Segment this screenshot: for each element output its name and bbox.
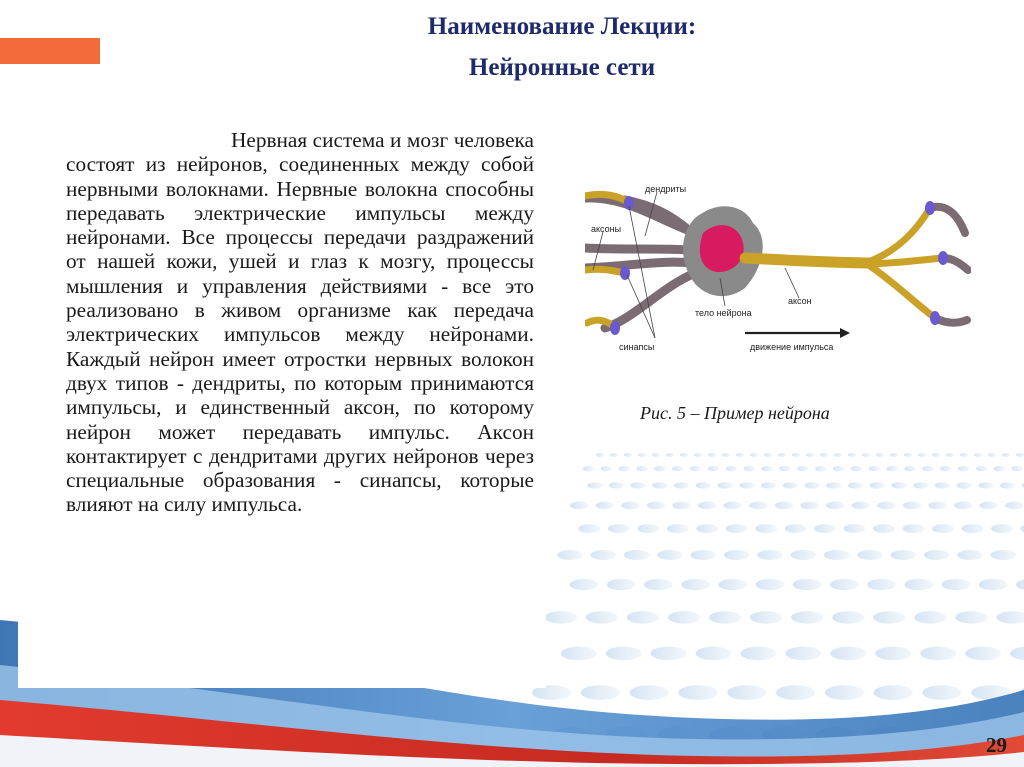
dot: [996, 611, 1024, 623]
dot: [1016, 579, 1024, 590]
dot: [606, 647, 642, 661]
dot: [681, 579, 710, 590]
dot: [830, 647, 866, 661]
dot: [874, 685, 913, 700]
dot: [920, 647, 956, 661]
dot: [587, 482, 602, 488]
dot: [596, 502, 614, 510]
dot: [903, 502, 921, 510]
dot: [960, 453, 968, 457]
dot: [1020, 524, 1024, 533]
dot: [557, 550, 582, 560]
left-axon-terminal-2: [585, 269, 625, 273]
dot: [736, 453, 744, 457]
dot: [862, 453, 870, 457]
label-axons: аксоны: [591, 224, 622, 234]
dot: [739, 482, 754, 488]
dot: [722, 453, 730, 457]
synapse-5: [938, 251, 948, 265]
dot: [876, 453, 884, 457]
label-cell-body: тело нейрона: [695, 308, 752, 318]
dot: [913, 482, 928, 488]
dot: [724, 550, 749, 560]
dot: [957, 482, 972, 488]
dot: [651, 647, 687, 661]
dot: [727, 685, 766, 700]
lecture-title: Наименование Лекции:: [427, 13, 697, 40]
dot: [793, 579, 822, 590]
dot: [607, 579, 636, 590]
dot: [791, 550, 816, 560]
dot: [570, 502, 588, 510]
dot: [690, 466, 701, 471]
dot: [761, 466, 772, 471]
dot: [942, 579, 971, 590]
label-dendrites: дендриты: [645, 184, 687, 194]
dot: [870, 482, 885, 488]
dot: [657, 550, 682, 560]
dot: [806, 453, 814, 457]
dot: [962, 524, 984, 533]
dot: [785, 647, 821, 661]
dot: [608, 524, 630, 533]
dot: [903, 524, 925, 533]
dot: [691, 550, 716, 560]
dot: [826, 482, 841, 488]
dot: [783, 482, 798, 488]
dot: [581, 685, 620, 700]
dot: [672, 502, 690, 510]
dot: [830, 579, 859, 590]
dot: [601, 466, 612, 471]
dot: [869, 466, 880, 471]
dot: [644, 579, 673, 590]
dot: [545, 611, 577, 623]
dot: [578, 524, 600, 533]
dot: [741, 647, 777, 661]
dot: [978, 482, 993, 488]
dot: [848, 453, 856, 457]
dot: [797, 466, 808, 471]
dot: [914, 611, 946, 623]
dot: [775, 502, 793, 510]
dot: [708, 466, 719, 471]
dot: [726, 466, 737, 471]
dot: [624, 550, 649, 560]
dot: [696, 482, 711, 488]
dot: [904, 466, 915, 471]
dot: [965, 647, 1001, 661]
pointer-synapse-2: [627, 275, 655, 338]
synapse-4: [925, 201, 935, 215]
dot: [678, 685, 717, 700]
neuron-illustration: [585, 178, 971, 364]
label-synapses: синапсы: [619, 342, 655, 352]
dot: [955, 611, 987, 623]
dot: [636, 466, 647, 471]
dot: [932, 524, 954, 533]
main-axon: [745, 258, 875, 263]
dot: [749, 502, 767, 510]
dot: [904, 579, 933, 590]
dot: [833, 466, 844, 471]
dot: [825, 685, 864, 700]
dot: [940, 466, 951, 471]
pointer-axon: [785, 268, 799, 298]
label-axon: аксон: [788, 296, 812, 306]
figure-caption: Рис. 5 – Пример нейрона: [640, 403, 830, 423]
dot: [586, 611, 618, 623]
dot: [848, 482, 863, 488]
dot: [631, 482, 646, 488]
dot: [726, 524, 748, 533]
dot: [652, 482, 667, 488]
dot: [756, 579, 785, 590]
dot: [1012, 466, 1023, 471]
dot: [621, 502, 639, 510]
dot: [957, 550, 982, 560]
dot: [627, 611, 659, 623]
dot: [561, 647, 597, 661]
dot: [630, 685, 669, 700]
dot: [954, 502, 972, 510]
dot: [991, 524, 1013, 533]
dot: [904, 453, 912, 457]
dot: [750, 611, 782, 623]
dot: [877, 502, 895, 510]
dot: [922, 685, 961, 700]
dot: [724, 502, 742, 510]
dot: [750, 453, 758, 457]
dot: [778, 453, 786, 457]
dot: [857, 550, 882, 560]
dot: [785, 524, 807, 533]
dot: [624, 453, 632, 457]
dot: [873, 524, 895, 533]
dot: [958, 466, 969, 471]
dot: [815, 466, 826, 471]
dot: [764, 453, 772, 457]
dot: [667, 524, 689, 533]
dot: [976, 466, 987, 471]
dot: [800, 502, 818, 510]
dot: [647, 502, 665, 510]
dot: [652, 453, 660, 457]
dot: [873, 611, 905, 623]
dot: [718, 482, 733, 488]
dot: [928, 502, 946, 510]
dot: [666, 453, 674, 457]
dendrite-5: [605, 273, 695, 328]
dot: [1005, 502, 1023, 510]
dot: [761, 482, 776, 488]
dot: [891, 550, 916, 560]
dot: [755, 524, 777, 533]
dot: [988, 453, 996, 457]
neuron-figure: [585, 178, 971, 364]
axon-branch-1: [865, 208, 930, 263]
dot: [1016, 453, 1024, 457]
dot: [834, 453, 842, 457]
page-number: 29: [986, 733, 1007, 757]
dot: [708, 453, 716, 457]
dot: [591, 550, 616, 560]
dot: [1002, 453, 1010, 457]
dot: [852, 502, 870, 510]
dot: [851, 466, 862, 471]
dot: [918, 453, 926, 457]
dot: [826, 502, 844, 510]
dot: [1000, 482, 1015, 488]
dot: [791, 611, 823, 623]
dot: [922, 466, 933, 471]
dot: [596, 453, 604, 457]
dot: [694, 453, 702, 457]
dot: [844, 524, 866, 533]
synapse-6: [930, 311, 940, 325]
dot: [744, 466, 755, 471]
dot: [1010, 647, 1024, 661]
dot: [875, 647, 911, 661]
dot: [709, 611, 741, 623]
axon-branch-3: [870, 266, 935, 318]
dot: [654, 466, 665, 471]
dot: [638, 453, 646, 457]
dot: [832, 611, 864, 623]
dot: [696, 524, 718, 533]
dot: [637, 524, 659, 533]
dot: [974, 453, 982, 457]
dot: [718, 579, 747, 590]
dot: [946, 453, 954, 457]
dot: [570, 579, 599, 590]
dot: [779, 466, 790, 471]
dot: [935, 482, 950, 488]
dot: [979, 579, 1008, 590]
dot: [792, 453, 800, 457]
dot: [609, 482, 624, 488]
dot: [991, 550, 1016, 560]
synapse-3: [610, 321, 620, 335]
dot: [824, 550, 849, 560]
dot: [814, 524, 836, 533]
body-paragraph: Нервная система и мозг человека состоят из нейронов, соединенных между собой нервными волокнами. Нервные волокна способны передавать электрические импульсы между нейронами. Все процессы передачи раздражений от нашей кожи, ушей и глаз к мозгу, процессы мышления и управления действиями - все это реализовано в живом организме как передача электрических импульсов между нейронами. Каждый нейрон имеет отростки нервных волокон двух типов - дендриты, по которым принимаются импульсы, и единственный аксон, по которому нейрон может передавать импульс. Аксон контактирует с дендритами других нейронов через специальные образования - синапсы, которые влияют на силу импульса.: [66, 128, 534, 517]
impulse-arrow-head: [840, 328, 850, 338]
dot: [610, 453, 618, 457]
dot: [698, 502, 716, 510]
dot: [820, 453, 828, 457]
dot: [672, 466, 683, 471]
dot: [805, 482, 820, 488]
dot: [890, 453, 898, 457]
dot: [618, 466, 629, 471]
lecture-subtitle: Нейронные сети: [468, 54, 656, 81]
dot: [891, 482, 906, 488]
dot: [924, 550, 949, 560]
dot: [674, 482, 689, 488]
dot: [757, 550, 782, 560]
dot: [867, 579, 896, 590]
dot: [994, 466, 1005, 471]
dot: [668, 611, 700, 623]
dot: [886, 466, 897, 471]
dot: [776, 685, 815, 700]
dot: [583, 466, 594, 471]
dot: [696, 647, 732, 661]
dot: [680, 453, 688, 457]
label-impulse: движение импульса: [750, 342, 834, 352]
right-dendrite-1: [930, 207, 965, 233]
dot: [980, 502, 998, 510]
dot: [932, 453, 940, 457]
